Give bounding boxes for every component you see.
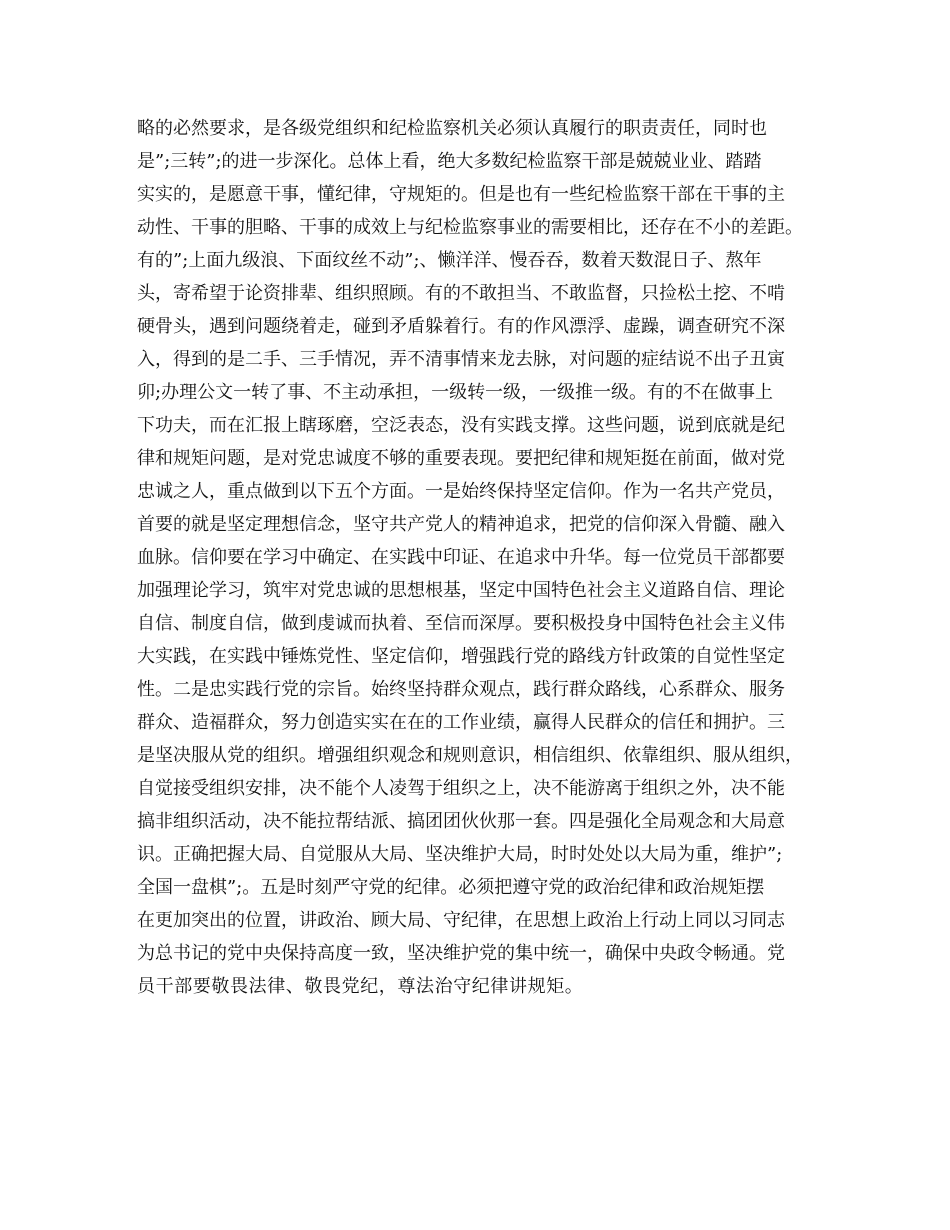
text-line: 下功夫，而在汇报上瞎琢磨，空泛表态，没有实践支撑。这些问题，说到底就是纪	[137, 415, 785, 436]
text-line: 略的必然要求，是各级党组织和纪检监察机关必须认真履行的职责责任，同时也	[137, 118, 767, 139]
text-line: 性。二是忠实践行党的宗旨。始终坚持群众观点，践行群众路线，心系群众、服务	[137, 679, 785, 700]
text-line: 动性、干事的胆略、干事的成效上与纪检监察事业的需要相比，还存在不小的差距。	[137, 217, 803, 238]
text-line: 忠诚之人，重点做到以下五个方面。一是始终保持坚定信仰。作为一名共产党员，	[137, 481, 785, 502]
text-line: 全国一盘棋”;。五是时刻严守党的纪律。必须把遵守党的政治纪律和政治规矩摆	[137, 877, 765, 898]
text-line: 入，得到的是二手、三手情况，弄不清事情来龙去脉，对问题的症结说不出子丑寅	[137, 349, 785, 370]
text-line: 在更加突出的位置，讲政治、顾大局、守纪律，在思想上政治上行动上同以习同志	[137, 910, 785, 931]
text-line: 血脉。信仰要在学习中确定、在实践中印证、在追求中升华。每一位党员干部都要	[137, 547, 785, 568]
text-line: 律和规矩问题，是对党忠诚度不够的重要表现。要把纪律和规矩挺在前面，做对党	[137, 448, 785, 469]
text-line: 加强理论学习，筑牢对党忠诚的思想根基，坚定中国特色社会主义道路自信、理论	[137, 580, 785, 601]
text-line: 大实践，在实践中锤炼党性、坚定信仰，增强践行党的路线方针政策的自觉性坚定	[137, 646, 785, 667]
text-line: 硬骨头，遇到问题绕着走，碰到矛盾躲着行。有的作风漂浮、虚躁，调查研究不深	[137, 316, 785, 337]
text-line: 实实的，是愿意干事，懂纪律，守规矩的。但是也有一些纪检监察干部在干事的主	[137, 184, 785, 205]
text-line: 有的”;上面九级浪、下面纹丝不动”;、懒洋洋、慢吞吞，数着天数混日子、熬年	[137, 250, 762, 271]
text-line: 员干部要敬畏法律、敬畏党纪，尊法治守纪律讲规矩。	[137, 976, 584, 997]
text-line: 头，寄希望于论资排辈、组织照顾。有的不敢担当、不敢监督，只捡松土挖、不啃	[137, 283, 785, 304]
text-line: 为总书记的党中央保持高度一致，坚决维护党的集中统一，确保中央政令畅通。党	[137, 943, 785, 964]
text-line: 自信、制度自信，做到虔诚而执着、至信而深厚。要积极投身中国特色社会主义伟	[137, 613, 785, 634]
text-line: 自觉接受组织安排，决不能个人凌驾于组织之上，决不能游离于组织之外，决不能	[137, 778, 785, 799]
text-line: 群众、造福群众，努力创造实实在在的工作业绩，赢得人民群众的信任和拥护。三	[137, 712, 785, 733]
body-text	[137, 112, 837, 1003]
text-line: 识。正确把握大局、自觉服从大局、坚决维护大局，时时处处以大局为重，维护”;	[137, 844, 783, 865]
text-line: 是坚决服从党的组织。增强组织观念和规则意识，相信组织、依靠组织、服从组织，	[137, 745, 803, 766]
text-line: 搞非组织活动，决不能拉帮结派、搞团团伙伙那一套。四是强化全局观念和大局意	[137, 811, 785, 832]
text-line: 首要的就是坚定理想信念，坚守共产党人的精神追求，把党的信仰深入骨髓、融入	[137, 514, 785, 535]
text-line: 卯;办理公文一转了事、不主动承担，一级转一级，一级推一级。有的不在做事上	[137, 382, 774, 403]
text-line: 是”;三转”;的进一步深化。总体上看，绝大多数纪检监察干部是兢兢业业、踏踏	[137, 151, 762, 172]
